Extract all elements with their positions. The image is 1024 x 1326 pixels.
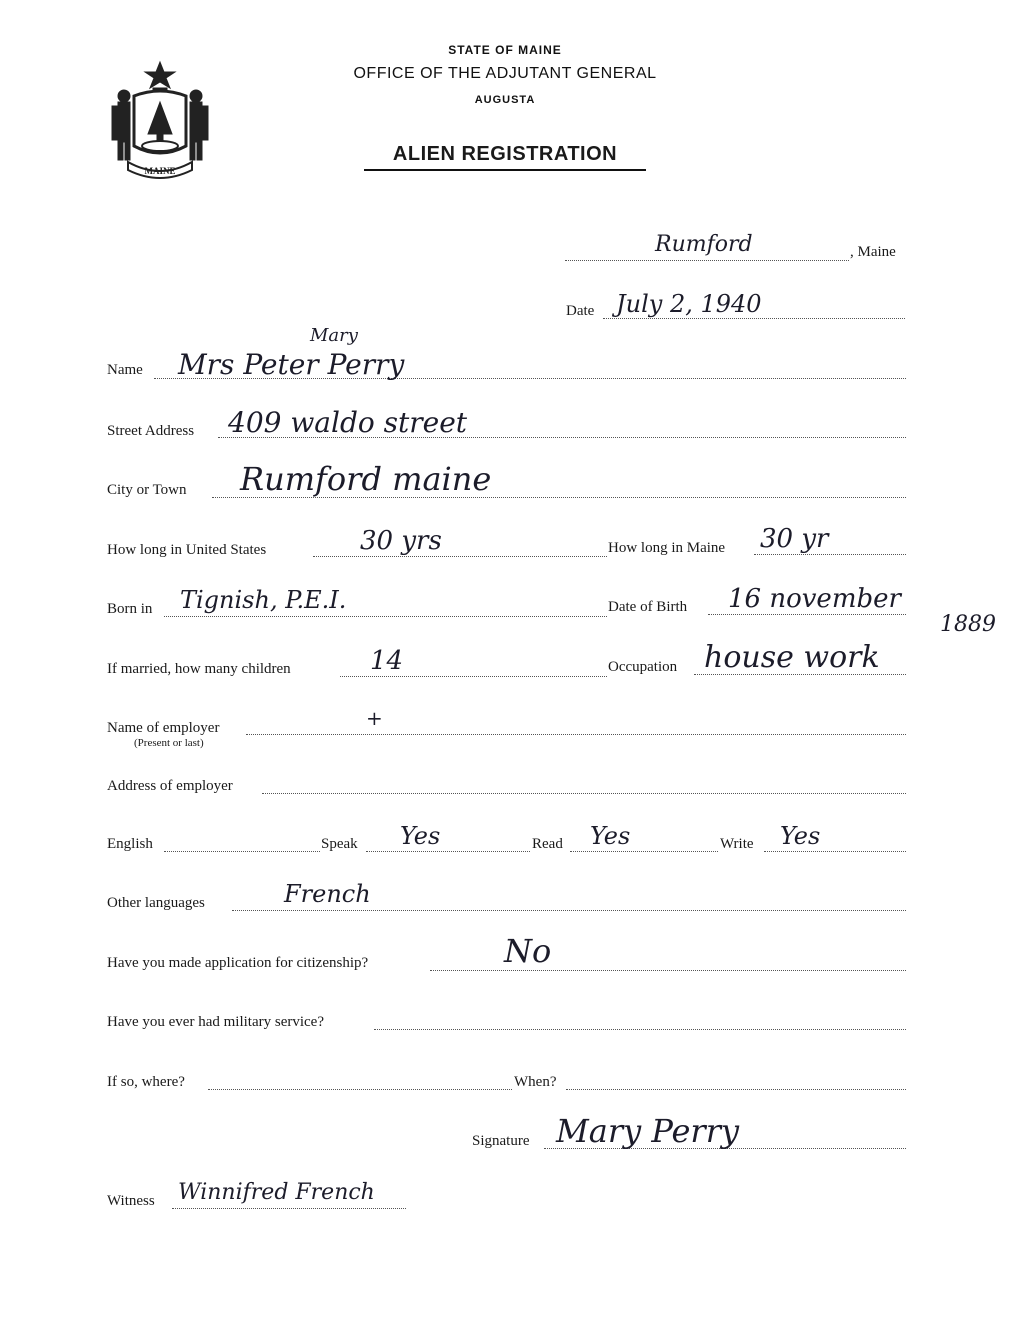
write-label: Write: [720, 836, 754, 852]
write-value[interactable]: Yes: [780, 822, 821, 850]
header-office: OFFICE OF THE ADJUTANT GENERAL: [353, 65, 657, 82]
street-address-label: Street Address: [107, 423, 195, 439]
when-line[interactable]: [566, 1089, 906, 1090]
other-languages-line: [232, 910, 906, 911]
signature-value[interactable]: Mary Perry: [556, 1112, 740, 1150]
name-value[interactable]: Mrs Peter Perry: [178, 348, 405, 381]
when-label: When?: [514, 1074, 557, 1090]
born-in-line: [164, 616, 607, 617]
how-long-us-value[interactable]: 30 yrs: [360, 526, 442, 556]
english-label: English: [107, 836, 153, 852]
citizenship-label: Have you made application for citizenship?: [107, 955, 369, 971]
born-in-value[interactable]: Tignish, P.E.I.: [180, 586, 347, 614]
witness-value[interactable]: Winnifred French: [178, 1180, 375, 1205]
seal-banner-label: MAINE: [144, 166, 176, 176]
date-line: [603, 318, 905, 319]
born-in-label: Born in: [107, 601, 153, 617]
employer-address-line[interactable]: [262, 793, 906, 794]
citizenship-value[interactable]: No: [504, 932, 552, 970]
write-line: [764, 851, 906, 852]
read-line: [570, 851, 718, 852]
header-state: STATE OF MAINE: [448, 43, 562, 57]
place-label: , Maine: [850, 244, 896, 260]
name-correction: Mary: [310, 325, 358, 346]
date-of-birth-line: [708, 614, 906, 615]
where-line[interactable]: [208, 1089, 512, 1090]
witness-label: Witness: [107, 1193, 155, 1209]
how-long-maine-label: How long in Maine: [608, 540, 726, 556]
other-languages-label: Other languages: [107, 895, 205, 911]
military-line[interactable]: [374, 1029, 906, 1030]
place-line: [565, 260, 849, 261]
children-value[interactable]: 14: [370, 646, 404, 676]
witness-line: [172, 1208, 406, 1209]
occupation-value[interactable]: house work: [704, 640, 880, 675]
date-label: Date: [566, 303, 595, 319]
employer-address-label: Address of employer: [107, 778, 233, 794]
header-city: AUGUSTA: [474, 94, 536, 106]
english-line: [164, 851, 320, 852]
maine-state-seal-icon: [104, 56, 216, 184]
children-line: [340, 676, 607, 677]
speak-line: [366, 851, 530, 852]
speak-value[interactable]: Yes: [400, 822, 441, 850]
occupation-label: Occupation: [608, 659, 678, 675]
city-label: City or Town: [107, 482, 187, 498]
how-long-us-line: [313, 556, 607, 557]
city-value[interactable]: Rumford maine: [240, 460, 492, 498]
employer-name-label: Name of employer: [107, 720, 220, 736]
how-long-maine-line: [754, 554, 906, 555]
name-label: Name: [107, 362, 143, 378]
date-of-birth-value[interactable]: 16 november: [728, 584, 901, 614]
military-label: Have you ever had military service?: [107, 1014, 324, 1030]
how-long-us-label: How long in United States: [107, 542, 267, 558]
where-label: If so, where?: [107, 1074, 185, 1090]
children-label: If married, how many children: [107, 661, 291, 677]
citizenship-line: [430, 970, 906, 971]
employer-name-line: [246, 734, 906, 735]
employer-name-value[interactable]: +: [366, 706, 383, 730]
form-title: ALIEN REGISTRATION: [364, 143, 646, 171]
place-value[interactable]: Rumford: [655, 232, 753, 257]
date-of-birth-label: Date of Birth: [608, 599, 688, 615]
read-label: Read: [532, 836, 563, 852]
signature-label: Signature: [472, 1133, 530, 1149]
speak-label: Speak: [321, 836, 358, 852]
date-value[interactable]: July 2, 1940: [616, 290, 762, 318]
how-long-maine-value[interactable]: 30 yr: [760, 524, 829, 554]
other-languages-value[interactable]: French: [284, 880, 371, 908]
street-address-value[interactable]: 409 waldo street: [228, 406, 468, 439]
read-value[interactable]: Yes: [590, 822, 631, 850]
date-of-birth-year[interactable]: 1889: [940, 612, 996, 637]
employer-name-sublabel: (Present or last): [134, 737, 204, 749]
